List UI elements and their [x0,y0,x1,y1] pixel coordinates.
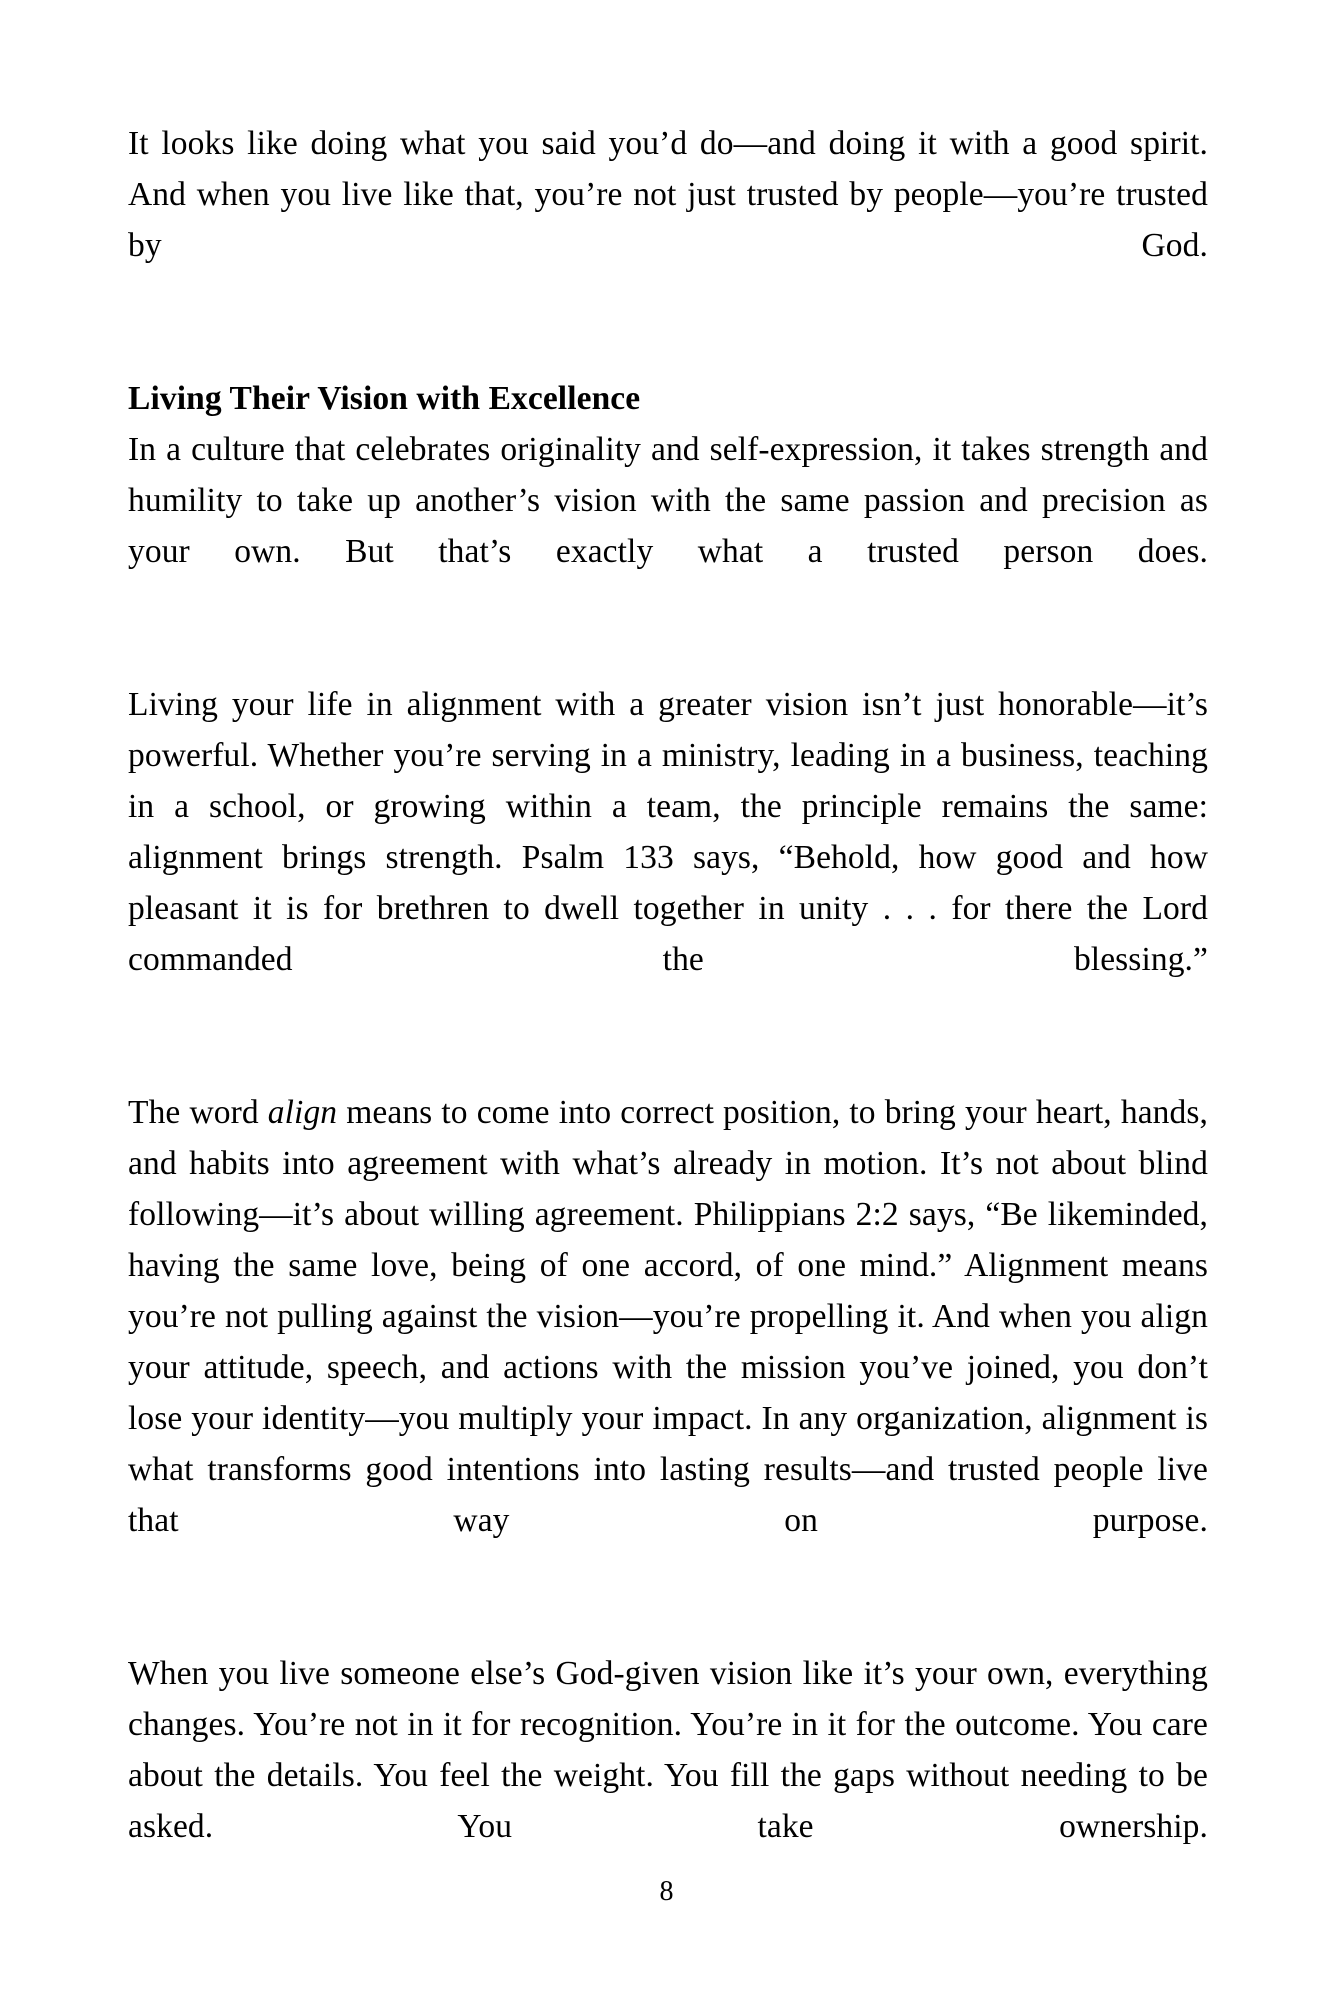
paragraph-culture-originality: In a culture that celebrates originality and self-expression, it takes strength and humility to take up another’s vision with the same passion and precision as your own. But that’s exactly what a trusted person does. [128,431,1208,570]
paragraph-align-lead-text: The word [128,1094,268,1131]
paragraph-spacer [128,1597,1208,1648]
paragraph-alignment-psalm: Living your life in alignment with a greater vision isn’t just honorable—it’s powerful. Whether you’re serving in a ministry, leading in a business, teaching in a school, or growing within a team, the principle remains the same: alignment brings strength. Psalm 133 says, “Behold, how good and how pleasant it is for brethren to dwell together in unity . . . for there the Lord commanded the blessing.” [128,686,1208,978]
paragraph-align-rest-text: means to come into correct position, to bring your heart, hands, and habits into agreement with what’s already in motion. It’s not about blind following—it’s about willing agreement. Philippians 2:2 says, “Be likeminded, having the same love, being of one accord, of one mind.” Alignment means you’re not pulling against the vision—you’re propelling it. And when you align your attitude, speech, and actions with the mission you’ve joined, you don’t lose your identity—you multiply your impact. In any organization, alignment is what transforms good intentions into lasting results—and trusted people live that way on purpose. [128,1094,1208,1539]
paragraph-spacer [128,628,1208,679]
paragraph-word-align [128,1087,1208,1597]
paragraph-spacer [128,322,1208,373]
section-heading-living-their-vision: Living Their Vision with Excellence [128,380,641,417]
page-number: 8 [659,1876,674,1907]
paragraph-take-ownership: When you live someone else’s God-given vision like it’s your own, everything changes. You’re not in it for recognition. You’re in it for the outcome. You care about the details. You feel the weight. You fill the gaps without needing to be asked. You take ownership. [128,1655,1208,1845]
paragraph-trusted-by-god: It looks like doing what you said you’d do—and doing it with a good spirit. And when you live like that, you’re not just trusted by people—you’re trusted by God. [128,125,1208,264]
page-text-column [128,118,1208,1903]
paragraph-spacer [128,1036,1208,1087]
italic-word-align: align [267,1094,338,1131]
